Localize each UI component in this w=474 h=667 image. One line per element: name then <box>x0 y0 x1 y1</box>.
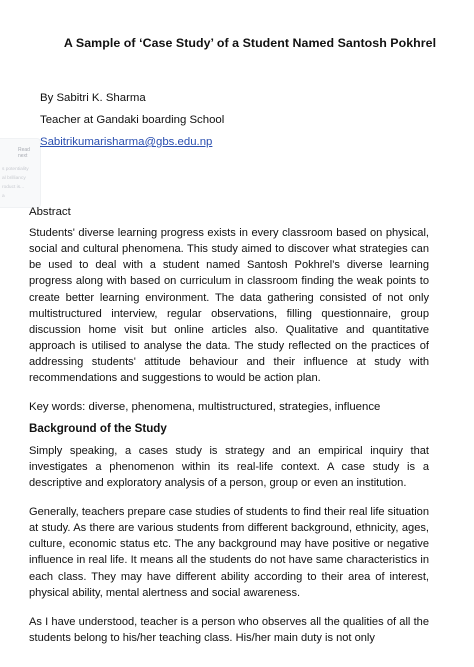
affiliation-line: Teacher at Gandaki boarding School <box>40 114 225 126</box>
keywords-line: Key words: diverse, phenomena, multistructured, strategies, influence <box>29 401 381 413</box>
background-paragraph-1: Simply speaking, a cases study is strategy and an empirical inquiry that investigates a phenomenon within its real-life context. A case study is a descriptive and exploratory analysis of a person, group or even an institution. <box>29 445 429 490</box>
abstract-text: Students' diverse learning progress exists in every classroom based on physical, social and cultural phenomena. This study aimed to discover what strategies can be used to deal with a student named Santosh Pokhrel’s diverse learning progress along with based on curriculum in classroom finding the weak points to create better learning environment. The data gathering consisted of not only multistructured interview, regular observations, filling questionnaire, group discussion home visit but online articles also. Qualitative and quantitative approach is utilised to analyse the data. The study reflected on the practices of addressing students' attitude behaviour and their influence at study with recommendations and suggestions to would be action plan. <box>29 227 429 385</box>
abstract-heading: Abstract <box>29 206 71 218</box>
widget-line: a <box>2 194 5 199</box>
read-next-widget[interactable] <box>0 138 41 208</box>
widget-line: roduct is... <box>2 185 25 190</box>
background-paragraph-3: As I have understood, teacher is a person who observes all the qualities of all the students belong to his/her teaching class. His/her main duty is not only <box>29 616 429 645</box>
widget-line: al brilliancy <box>2 176 26 181</box>
widget-line: s potentiality <box>2 167 29 172</box>
document-title: A Sample of ‘Case Study’ of a Student Named Santosh Pokhrel <box>63 36 437 50</box>
email-link[interactable]: Sabitrikumarisharma@gbs.edu.np <box>40 136 213 148</box>
read-next-tag: Read next <box>18 147 30 159</box>
background-paragraph-2: Generally, teachers prepare case studies of students to find their real life situation at study. As there are various students from different background, ethnicity, ages, culture, economic status etc. The any background may have positive or negative influence in real life. It means all the students do not have same characteristics in each class. They may have different ability according to their area of interest, physical ability, mental alertness and social awareness. <box>29 506 430 599</box>
author-line: By Sabitri K. Sharma <box>40 92 146 104</box>
background-heading: Background of the Study <box>29 422 167 435</box>
